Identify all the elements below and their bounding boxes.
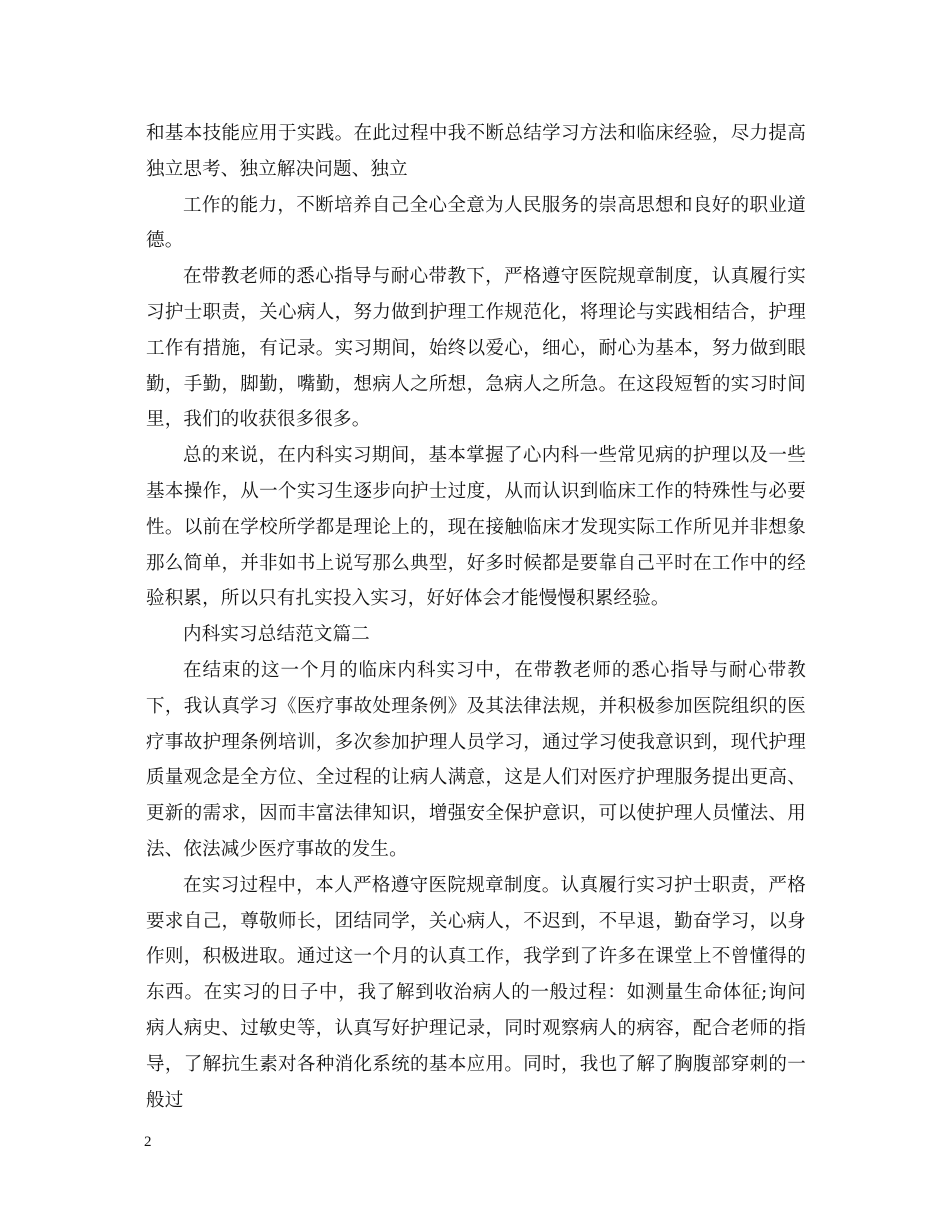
section-heading: 内科实习总结范文篇二 xyxy=(183,624,371,646)
paragraph-4: 总的来说，在内科实习期间，基本掌握了心内科一些常见病的护理以及一些基本操作，从一个实习生逐步向护士过度，从而认识到临床工作的特殊性与必要性。以前在学校所学都是理论上的，现在接触临床才发现实际工作所见并非想象那么简单，并非如书上说写那么典型，好多时候都是要靠自己平时在工作中的经验积累，所以只有扎实投入实习，好好体会才能慢慢积累经验。 xyxy=(146,445,806,610)
page-number: 2 xyxy=(144,1134,152,1150)
paragraph-3: 在带教老师的悉心指导与耐心带教下，严格遵守医院规章制度，认真履行实习护士职责，关心病人，努力做到护理工作规范化，将理论与实践相结合，护理工作有措施，有记录。实习期间，始终以爱心，细心，耐心为基本，努力做到眼勤，手勤，脚勤，嘴勤，想病人之所想，急病人之所急。在这段短暂的实习时间里，我们的收获很多很多。 xyxy=(146,266,806,431)
paragraph-2: 工作的能力，不断培养自己全心全意为人民服务的崇高思想和良好的职业道德。 xyxy=(146,194,806,252)
document-body xyxy=(146,116,806,1118)
paragraph-1: 和基本技能应用于实践。在此过程中我不断总结学习方法和临床经验，尽力提高独立思考、独立解决问题、独立 xyxy=(146,123,806,180)
paragraph-5: 在结束的这一个月的临床内科实习中，在带教老师的悉心指导与耐心带教下，我认真学习《医疗事故处理条例》及其法律法规，并积极参加医院组织的医疗事故护理条例培训，多次参加护理人员学习，通过学习使我意识到，现代护理质量观念是全方位、全过程的让病人满意，这是人们对医疗护理服务提出更高、更新的需求，因而丰富法律知识，增强安全保护意识，可以使护理人员懂法、用法、依法减少医疗事故的发生。 xyxy=(146,659,806,860)
paragraph-6: 在实习过程中，本人严格遵守医院规章制度。认真履行实习护士职责，严格要求自己，尊敬师长，团结同学，关心病人，不迟到，不早退，勤奋学习，以身作则，积极进取。通过这一个月的认真工作，我学到了许多在课堂上不曾懂得的东西。在实习的日子中，我了解到收治病人的一般过程：如测量生命体征;询问病人病史、过敏史等，认真写好护理记录，同时观察病人的病容，配合老师的指导，了解抗生素对各种消化系统的基本应用。同时，我也了解了胸腹部穿刺的一般过 xyxy=(146,874,806,1111)
